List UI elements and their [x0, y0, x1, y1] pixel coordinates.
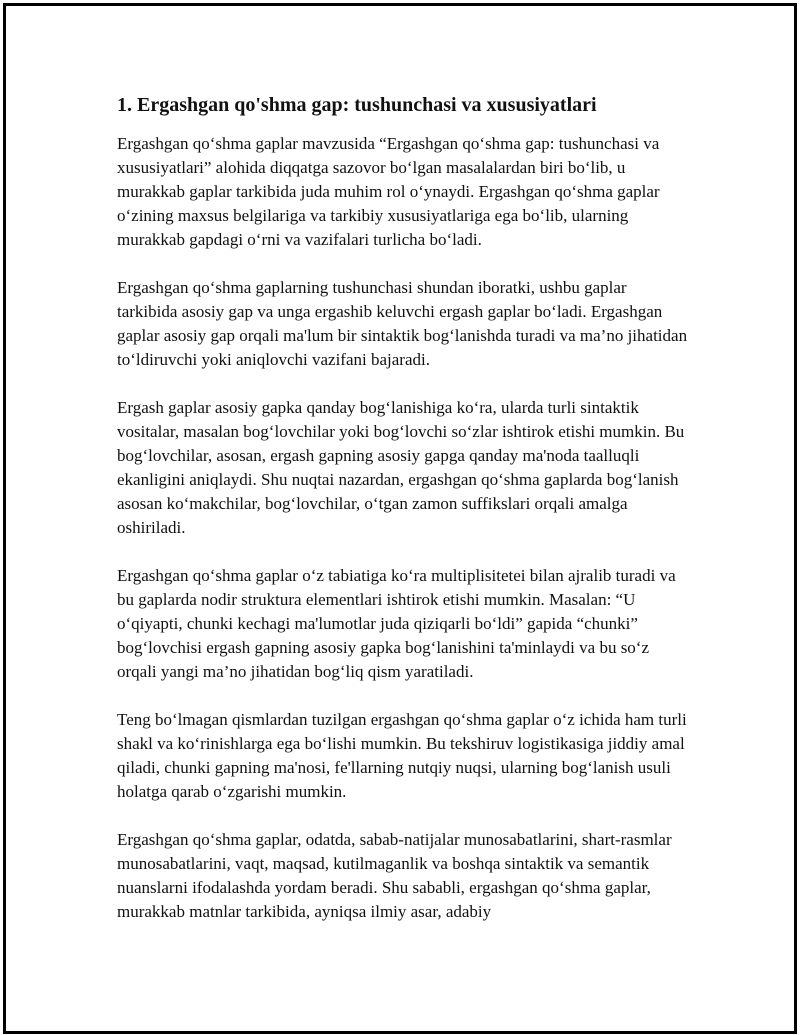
paragraph-6: Ergashgan qo‘shma gaplar, odatda, sabab-natijalar munosabatlarini, shart-rasmlar munosabatlarini, vaqt, maqsad, kutilmaganlik va boshqa sintaktik va semantik nuanslarni ifodalashda yordam beradi. Shu sababli, ergashgan qo‘shma gaplar, murakkab matnlar tarkibida, ayniqsa ilmiy asar, adabiy: [117, 830, 672, 921]
section-heading: 1. Ergashgan qo'shma gap: tushunchasi va xususiyatlari: [117, 94, 597, 116]
paragraph-3: Ergash gaplar asosiy gapka qanday bog‘lanishiga ko‘ra, ularda turli sintaktik vositalar, masalan bog‘lovchilar yoki bog‘lovchi so‘zlar ishtirok etishi mumkin. Bu bog‘lovchilar, asosan, ergash gapning asosiy gapga qanday ma'noda taalluqli ekanligini aniqlaydi. Shu nuqtai nazardan, ergashgan qo‘shma gaplarda bog‘lanish asosan ko‘makchilar, bog‘lovchilar, o‘tgan zamon suffikslari orqali amalga oshiriladi.: [117, 398, 685, 537]
paragraph-4: Ergashgan qo‘shma gaplar o‘z tabiatiga ko‘ra multiplisitetei bilan ajralib turadi va bu gaplarda nodir struktura elementlari ishtirok etishi mumkin. Masalan: “U o‘qiyapti, chunki kechagi ma'lumotlar juda qiziqarli bo‘ldi” gapida “chunki” bog‘lovchisi ergash gapning asosiy gapka bog‘lanishini ta'minlaydi va bu so‘z orqali yangi ma’no jihatidan bog‘liq qism yaratiladi.: [117, 566, 676, 681]
paragraph-1: Ergashgan qo‘shma gaplar mavzusida “Ergashgan qo‘shma gap: tushunchasi va xususiyatlari” alohida diqqatga sazovor bo‘lgan masalalardan biri bo‘lib, u murakkab gaplar tarkibida juda muhim rol o‘ynaydi. Ergashgan qo‘shma gaplar o‘zining maxsus belgilariga va tarkibiy xususiyatlariga ega bo‘lib, ularning murakkab gapdagi o‘rni va vazifalari turlicha bo‘ladi.: [117, 134, 660, 249]
paragraph-2: Ergashgan qo‘shma gaplarning tushunchasi shundan iboratki, ushbu gaplar tarkibida asosiy gap va unga ergashib keluvchi ergash gaplar bo‘ladi. Ergashgan gaplar asosiy gap orqali ma'lum bir sintaktik bog‘lanishda turadi va ma’no jihatidan to‘ldiruvchi yoki aniqlovchi vazifani bajaradi.: [117, 278, 688, 369]
paragraph-5: Teng bo‘lmagan qismlardan tuzilgan ergashgan qo‘shma gaplar o‘z ichida ham turli shakl va ko‘rinishlarga ega bo‘lishi mumkin. Bu tekshiruv logistikasiga jiddiy amal qiladi, chunki gapning ma'nosi, fe'llarning nutqiy nuqsi, ularning bog‘lanish usuli holatga qarab o‘zgarishi mumkin.: [117, 710, 687, 801]
document-body: [117, 92, 689, 948]
